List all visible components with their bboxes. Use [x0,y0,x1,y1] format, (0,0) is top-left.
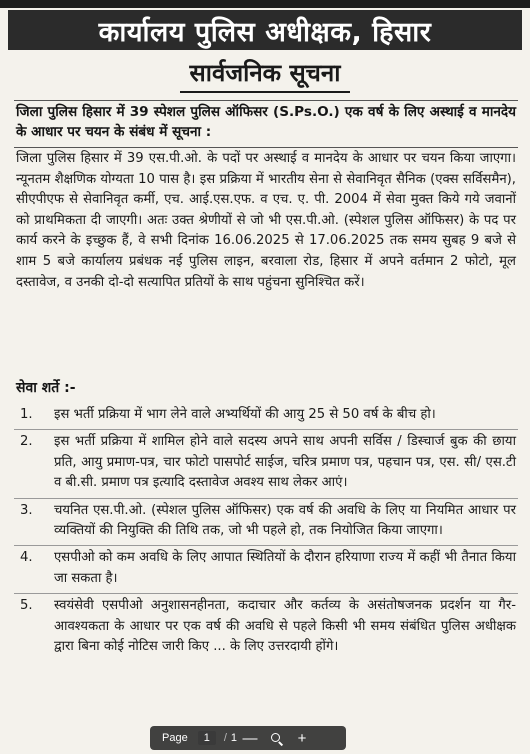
subtitle-wrap [0,56,530,98]
page-label: Page [162,732,188,744]
notice-subtitle: सार्वजनिक सूचना [180,56,351,93]
notice-body: जिला पुलिस हिसार में 39 एस.पी.ओ. के पदों पर अस्थाई व मानदेय के आधार पर चयन किया जाएगा। न्यूनतम शैक्षणिक योग्यता 10 पास है। इस प्रक्रिया में भारतीय सेना से सेवानिवृत सैनिक (एक्स सर्विसमैन), सीएपीएफ से सेवानिवृत कर्मी, एच. आई.एस.एफ. व एच. ए. पी. 2004 में सेवा मुक्त किये गये जवानों को प्राथमिकता दी जाएगी। अतः उक्त श्रेणीयों से जो भी एस.पी.ओ. (स्पेशल पुलिस ऑफिसर) के पद पर कार्य करने के इच्छुक हैं, वे सभी दिनांक 16.06.2025 से 17.06.2025 तक समय सुबह 9 बजे से शाम 5 बजे कार्यालय प्रबंधक नई पुलिस लाइन, बरवाला रोड, हिसार में अपने वर्तमान 2 फोटो, मूल दस्तावेज, व उनकी दो-दो सत्यापित प्रतियों के साथ पहुंचना सुनिश्चित करें। [16,151,516,290]
office-header [8,10,522,50]
zoom-in-button[interactable]: + [297,729,307,747]
term-item [14,594,518,661]
terms-heading: सेवा शर्ते :- [16,380,76,396]
magnifier-icon [271,733,281,743]
office-title: कार्यालय पुलिस अधीक्षक, हिसार [98,16,432,48]
term-number: 4. [20,550,33,566]
term-number: 1. [20,407,33,422]
notice-document [0,8,530,754]
page-number-input[interactable]: 1 [198,731,216,745]
term-number: 2. [20,434,33,450]
notice-intro: जिला पुलिस हिसार में 39 स्पेशल पुलिस ऑफिसर (S.Ps.O.) एक वर्ष के लिए अस्थाई व मानदेय के आधार पर चयन के संबंध में सूचना : [16,104,516,140]
term-text: इस भर्ती प्रक्रिया में भाग लेने वाले अभ्यर्थियों की आयु 25 से 50 वर्ष के बीच हो। [54,407,436,422]
zoom-button[interactable] [263,726,289,750]
terms-list [14,403,518,661]
term-item [14,546,518,594]
term-number: 3. [20,502,33,518]
term-item [14,430,518,498]
term-number: 5. [20,598,33,614]
term-item [14,499,518,547]
term-text: एसपीओ को कम अवधि के लिए आपात स्थितियों के दौरान हरियाणा राज्य में कहीं भी तैनात किया जा सकता है। [54,550,516,586]
page-separator: / [223,732,227,744]
term-text: इस भर्ती प्रक्रिया में शामिल होने वाले सदस्य अपने साथ अपनी सर्विस / डिस्चार्ज बुक की छाया प्रति, आयु प्रमाण-पत्र, चार फोटो पासपोर्ट साईज, चरित्र प्रमाण पत्र, पहचान पत्र, एस. सी/ एस.टी व बी.सी. प्रमाण पत्र इत्यादि दस्तावेज अवश्य साथ लेकर आएं। [54,434,516,491]
document-viewer-toolbar [150,726,346,750]
divider [14,100,518,101]
divider [14,147,518,148]
term-text: चयनित एस.पी.ओ. (स्पेशल पुलिस ऑफिसर) एक वर्ष की अवधि के लिए या नियमित आधार पर व्यक्तियों की नियुक्ति की तिथि तक, जो भी पहले हो, तक नियोजित किया जाएगा। [54,502,516,539]
page-total: 1 [230,732,238,744]
zoom-out-button[interactable]: — [242,729,258,747]
top-bar [0,0,530,8]
term-item [14,403,518,430]
term-text: स्वयंसेवी एसपीओ अनुशासनहीनता, कदाचार और कर्तव्य के असंतोषजनक प्रदर्शन या गैर-आवश्यकता के आधार पर एक वर्ष की अवधि से पहले किसी भी समय संबंधित पुलिस अधीक्षक द्वारा बिना कोई नोटिस जारी किए ... के लिए उत्तरदायी होंगे। [54,598,516,655]
